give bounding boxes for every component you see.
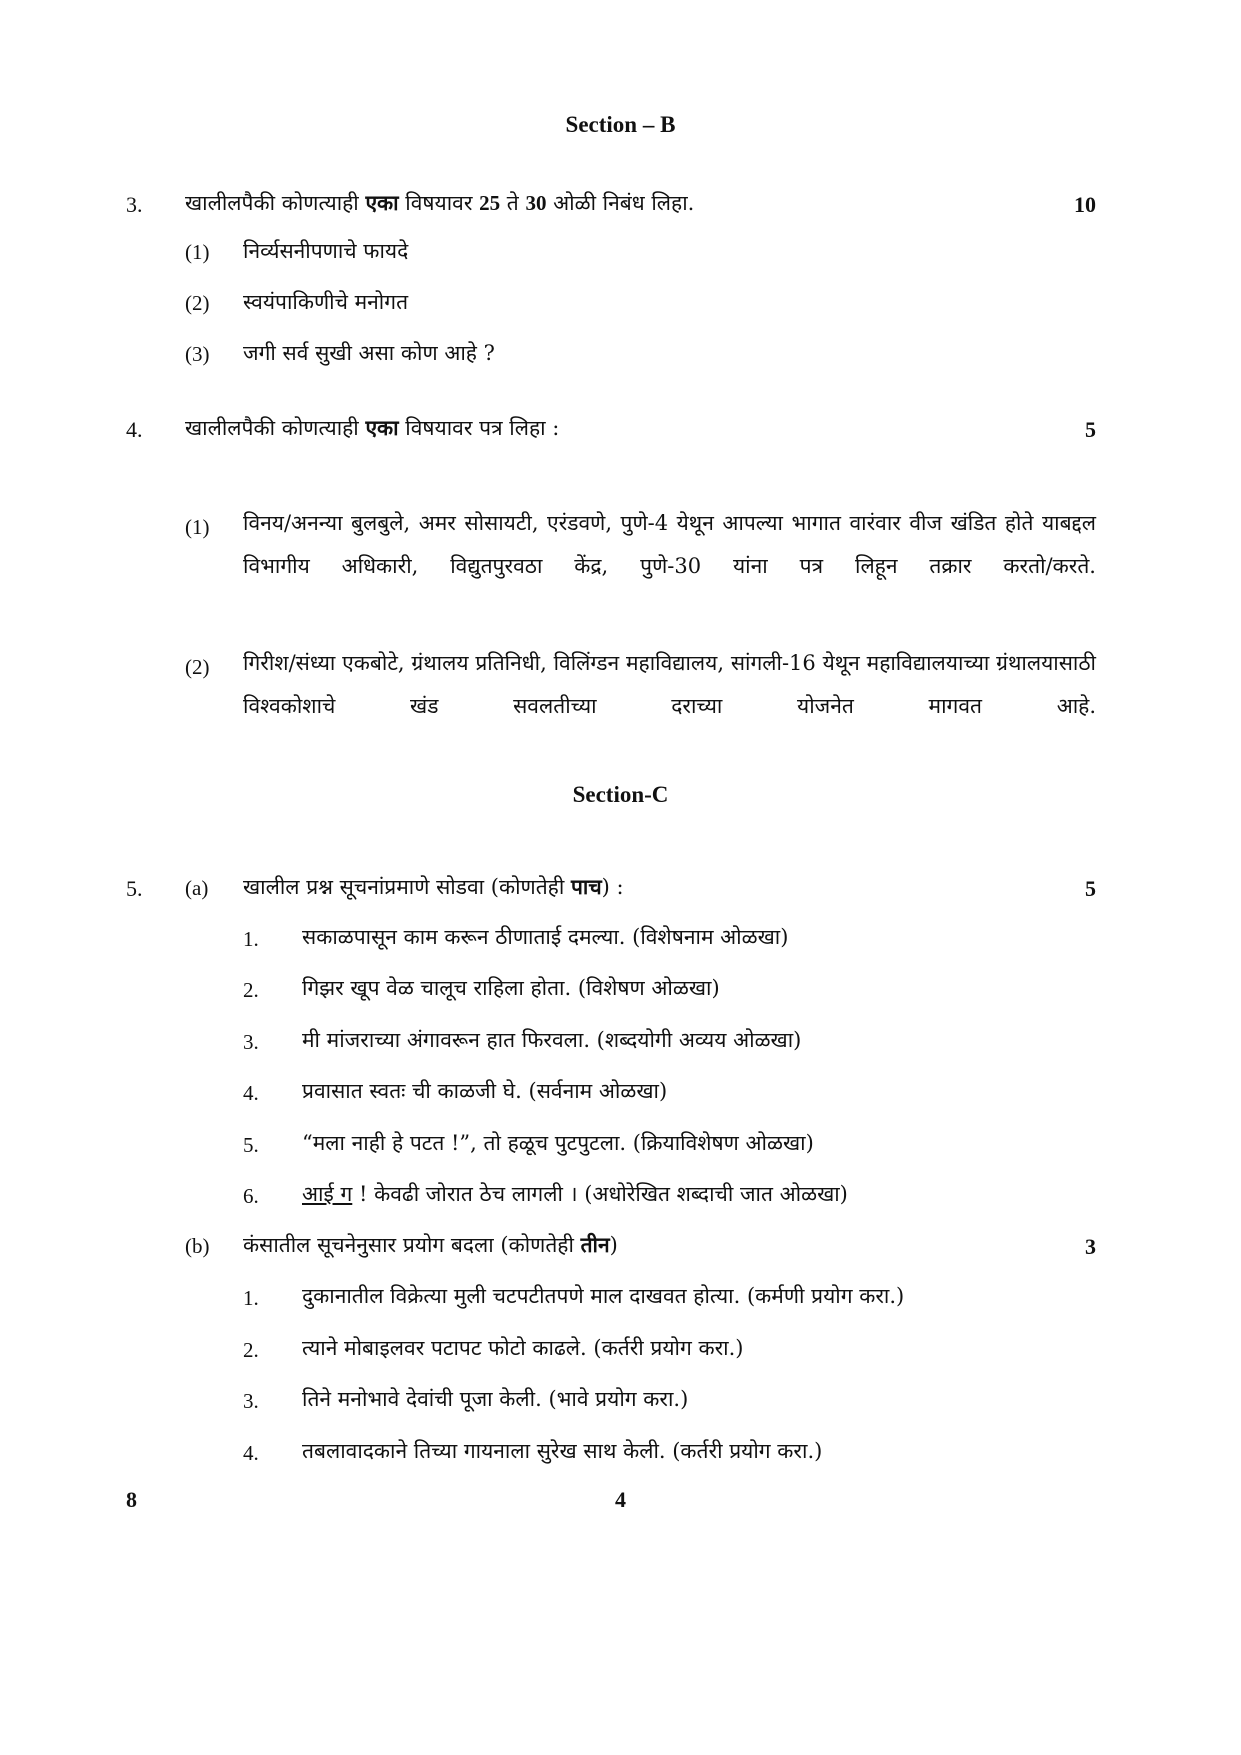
q3-option-text: निर्व्यसनीपणाचे फायदे [243,239,409,263]
q5b-item-number: 4. [243,1441,259,1465]
q5b-item-text: दुकानातील विक्रेत्या मुली चटपटीतपणे माल दाखवत होत्या. (कर्मणी प्रयोग करा.) [302,1284,905,1308]
q5b-item-text: त्याने मोबाइलवर पटापट फोटो काढले. (कर्तरी प्रयोग करा.) [302,1336,744,1360]
q5a-label: (a) [185,876,209,900]
q3-option-label: (3) [185,342,210,366]
q5a-item-text: आई ग ! केवढी जोरात ठेच लागली । (अधोरेखित शब्दाची जात ओळखा) [302,1182,848,1206]
q5a-item-text: “मला नाही हे पटत !”, तो हळूच पुटपुटला. (क्रियाविशेषण ओळखा) [302,1131,814,1155]
q5a-item-number: 6. [243,1184,259,1208]
q3-marks: 10 [1074,192,1096,217]
q5b-item-text: तिने मनोभावे देवांची पूजा केली. (भावे प्रयोग करा.) [302,1387,689,1411]
q5b-marks: 3 [1085,1234,1096,1259]
section-b-title: Section – B [565,112,676,137]
footer-code: 8 [126,1487,137,1512]
q3-option-label: (1) [185,240,210,264]
q5a-item-number: 4. [243,1081,259,1105]
q5a-item-number: 5. [243,1133,259,1157]
q5a-item-number: 1. [243,927,259,951]
q3-instruction: खालीलपैकी कोणत्याही एका विषयावर 25 ते 30 ओळी निबंध लिहा. [185,190,695,215]
q5a-item-text: गिझर खूप वेळ चालूच राहिला होता. (विशेषण ओळखा) [302,976,720,1000]
q5-number: 5. [126,876,143,901]
q5b-item-text: तबलावादकाने तिच्या गायनाला सुरेख साथ केली. (कर्तरी प्रयोग करा.) [302,1439,823,1463]
q4-option-text: गिरीश/संध्या एकबोटे, ग्रंथालय प्रतिनिधी, विलिंग्डन महाविद्यालय, सांगली-16 येथून महाविद्यालयाच्या ग्रंथालयासाठी विश्वकोशाचे खंड सवलतीच्या दराच्या योजनेत मागवत आहे. [243,651,1096,718]
page-number: 4 [615,1487,626,1512]
q4-marks: 5 [1085,417,1096,442]
section-c-title: Section-C [572,782,669,807]
q5b-label: (b) [185,1234,210,1258]
q3-option-text: स्वयंपाकिणीचे मनोगत [243,290,409,314]
q5a-instruction: खालील प्रश्न सूचनांप्रमाणे सोडवा (कोणतेही पाच) : [243,874,624,899]
q4-option-label: (1) [185,515,210,539]
q5a-item-text: प्रवासात स्वतः ची काळजी घे. (सर्वनाम ओळखा) [302,1079,668,1103]
q3-option-label: (2) [185,291,210,315]
q5a-item-text: सकाळपासून काम करून ठीणाताई दमल्या. (विशेषनाम ओळखा) [302,925,789,949]
q5b-instruction: कंसातील सूचनेनुसार प्रयोग बदला (कोणतेही तीन) [243,1232,618,1257]
q4-option-text: विनय/अनन्या बुलबुले, अमर सोसायटी, एरंडवणे, पुणे-4 येथून आपल्या भागात वारंवार वीज खंडित होते याबद्दल विभागीय अधिकारी, विद्युतपुरवठा केंद्र, पुणे-30 यांना पत्र लिहून तक्रार करतो/करते. [243,511,1096,578]
q5a-marks: 5 [1085,876,1096,901]
q5b-item-number: 3. [243,1389,259,1413]
q4-instruction: खालीलपैकी कोणत्याही एका विषयावर पत्र लिहा : [185,415,560,440]
q3-option-text: जगी सर्व सुखी असा कोण आहे ? [243,341,495,365]
q5b-item-number: 1. [243,1286,259,1310]
q5a-item-number: 2. [243,978,259,1002]
q5a-item-number: 3. [243,1030,259,1054]
q4-option-label: (2) [185,655,210,679]
q4-number: 4. [126,417,143,442]
underlined-word: आई ग [302,1182,353,1206]
q5a-item-text: मी मांजराच्या अंगावरून हात फिरवला. (शब्दयोगी अव्यय ओळखा) [302,1028,802,1052]
q5b-item-number: 2. [243,1338,259,1362]
q3-number: 3. [126,192,143,217]
